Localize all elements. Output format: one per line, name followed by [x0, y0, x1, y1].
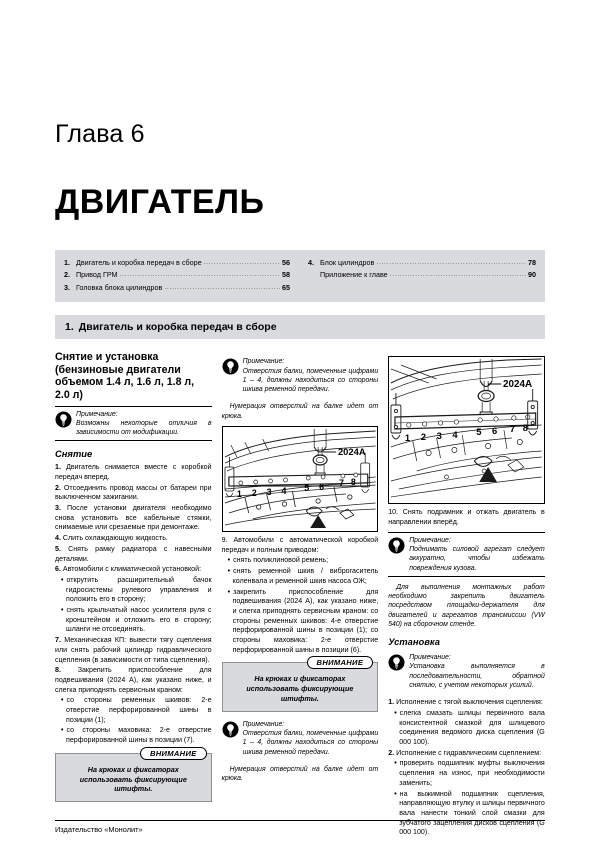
toc-entry-number: 1. [64, 258, 70, 267]
body-columns [55, 351, 545, 838]
warning-label: ВНИМАНИЕ [307, 656, 374, 669]
item-text: После установки двигателя необходимо снова установить все кабельные стяжки, снимаемые или срезаемые при демонтаже. [55, 504, 212, 532]
chapter-label: Глава 6 [55, 120, 145, 148]
toc-entry[interactable] [308, 257, 536, 269]
item-text: Слить охлаждающую жидкость. [62, 534, 168, 543]
note-extra-text: Для выполнения монтажных работ необходимо закрепить двигатель посредством площадки-держателя для двигателей и агрегатов трансмиссии (VW 540) на сборочном стенде. [388, 583, 545, 628]
note-title: Примечание: [76, 410, 118, 418]
info-bulb-icon [222, 358, 239, 375]
item-text: Исполнение с гидравлическим сцеплением: [396, 748, 542, 757]
note-extra-text: Нумерация отверстий на балке идет от крюка. [221, 766, 379, 783]
column-1 [55, 351, 212, 838]
hole-number-6: 6 [492, 426, 498, 438]
toc-entry-label: Головка блока цилиндров [76, 282, 163, 292]
note-body [409, 536, 545, 573]
note-body [243, 357, 379, 394]
list-item: • проверить подшипник муфты выключения сцепления на износ, при необходимости заменить; [388, 759, 545, 788]
item-text: Автомобили с автоматической коробкой передач и полным приводом: [221, 536, 379, 554]
toc-entry-page: 65 [282, 282, 290, 292]
toc-entry-page: 56 [282, 258, 290, 267]
note-title: Примечание: [409, 654, 451, 661]
item-number: 7. [55, 636, 61, 645]
item-number: 2. [55, 483, 61, 492]
toc-entry-page: 58 [282, 270, 290, 280]
note-block [222, 355, 379, 396]
list-item [55, 484, 212, 503]
item-text: Механическая КП: вывести тягу сцепления или снять рабочий цилиндр гидравлического сцепления (в зависимости от типа сцепления). [55, 636, 212, 664]
figure-lifting-beam-right [388, 356, 545, 504]
note-text: Возможны некоторые отличия в зависимости от модификации. [76, 419, 212, 437]
page-title: ДВИГАТЕЛЬ [55, 183, 265, 221]
col1-heading: Снятие и установка (бензиновые двигатели объемом 1.4 л, 1.6 л, 1.8 л, 2.0 л) [55, 351, 195, 401]
item-number: 8. [55, 666, 61, 675]
figure-lifting-beam-middle [222, 426, 379, 532]
item-number: 9. [221, 536, 228, 544]
hole-number-3: 3 [436, 431, 442, 443]
item-number: 3. [55, 504, 61, 512]
list-item: • слегка смазать шлицы первичного вала консистентной смазкой для шлицевого соединения ведомого диска сцепления (G 000 100). [388, 709, 545, 748]
note-block [55, 406, 212, 442]
list-item [55, 565, 212, 575]
warning-box [55, 748, 212, 802]
toc-leader-dots [376, 257, 526, 268]
item-text: Снять подрамник и отжать двигатель в направлении вперёд. [388, 508, 545, 526]
info-bulb-icon [388, 654, 405, 671]
hole-number-4: 4 [281, 485, 287, 497]
toc-entry-number: 4. [308, 258, 314, 267]
item-number: 1. [388, 698, 395, 707]
item-text: Исполнение с тягой выключения сцепления: [396, 698, 543, 707]
toc-leader-dots [120, 269, 280, 280]
note-block [388, 651, 545, 692]
list-item [55, 636, 212, 665]
item-text: Закрепить приспособление для подвешивания (2024 А), как указано ниже, и слегка приподнять сервисным краном: [55, 666, 212, 694]
item-number: 1. [55, 463, 61, 472]
toc-column-right [300, 257, 536, 294]
note-text: Отверстия балки, помеченные цифрами 1 – 4, должны находиться со стороны шкива ременной передачи. [242, 730, 379, 756]
list-item: • снять ременной шкив / виброгаситель коленвала и ременной шкив насоса ОЖ; [222, 567, 379, 586]
section-title: Двигатель и коробка передач в сборе [78, 321, 277, 334]
list-item: • закрепить приспособление для подвешивания (2024 А), как указано ниже, и слегка приподнять сервисным краном: со стороны ременных шкивов: 4-е отверстие перфорированной шины в позиции (1); со стороны маховика: 2-е отверстие перфорированной шины в позиции (6). [222, 588, 379, 656]
hole-number-3: 3 [266, 486, 272, 498]
note-extra-text: Нумерация отверстий на балке идет от крюка. [221, 403, 379, 420]
hole-number-1: 1 [236, 488, 242, 500]
col3-subheading: Установка [388, 636, 440, 648]
toc-entry-label: Приложение к главе [320, 270, 388, 280]
toc-entry-number: 2. [64, 270, 70, 280]
table-of-contents [55, 250, 545, 302]
list-item [55, 545, 212, 564]
item-number: 4. [55, 534, 61, 543]
item-number: 2. [388, 748, 395, 757]
hole-number-2: 2 [251, 487, 257, 499]
toc-entry-label: Двигатель и коробка передач в сборе [76, 258, 202, 267]
item-text: Отсоединить провод массы от батареи при выключенном зажигании. [55, 483, 212, 502]
note-title: Примечание: [242, 358, 285, 366]
hole-number-5: 5 [303, 482, 309, 494]
info-bulb-icon [388, 537, 405, 554]
list-item: • снять крыльчатый насос усилителя руля с кронштейном и отложить его в сторону; шланги не отсоединять. [55, 606, 212, 635]
footer-publisher: Издательство «Монолит» [55, 825, 143, 834]
list-item: • со стороны ременных шкивов: 2-е отверстие перфорированной шины в позиции (1); [55, 696, 212, 725]
hole-number-8: 8 [522, 423, 529, 435]
hole-number-5: 5 [476, 427, 482, 439]
item-text: Двигатель снимается вместе с коробкой передач вперед. [55, 463, 212, 481]
info-bulb-icon [55, 411, 72, 428]
toc-leader-dots [164, 282, 280, 293]
warning-text: На крюках и фиксаторах использовать фиксирующие штифты. [246, 674, 354, 704]
toc-entry-label: Привод ГРМ [76, 270, 118, 280]
toc-entry-number: 3. [64, 282, 70, 292]
column-2 [222, 351, 379, 838]
hole-number-7: 7 [510, 424, 516, 436]
figure-part-label: 2024A [503, 379, 533, 391]
item-text: Автомобили с климатической установкой: [62, 565, 202, 574]
list-item [55, 534, 212, 544]
item-number: 6. [55, 565, 61, 574]
note-title: Примечание: [242, 720, 285, 728]
toc-entry[interactable] [64, 269, 290, 281]
toc-entry[interactable] [308, 269, 536, 281]
hole-number-6: 6 [318, 481, 324, 493]
note-body [409, 653, 545, 690]
list-item [388, 508, 545, 527]
list-item [388, 749, 545, 759]
item-number: 5. [55, 544, 61, 553]
toc-entry-label: Блок цилиндров [320, 258, 375, 267]
list-item: • со стороны маховика: 2-е отверстие перфорированной шины в позиции (7). [55, 726, 212, 745]
note-text: Отверстия балки, помеченные цифрами 1 – 4, должны находиться со стороны шкива ременной передачи. [242, 367, 379, 394]
footer-divider [55, 820, 545, 821]
note-text: Установка выполняется в последовательности, обратной снятию, с учетом некоторых усилий. [409, 663, 545, 689]
toc-entry-page: 90 [528, 270, 536, 280]
note-body [76, 410, 212, 438]
toc-leader-dots [204, 257, 280, 268]
toc-entry[interactable] [64, 282, 290, 294]
warning-box [222, 658, 379, 711]
warning-label: ВНИМАНИЕ [140, 747, 207, 760]
item-text: Снять рамку радиатора с навесными деталями. [55, 544, 212, 563]
note-block [388, 532, 545, 577]
note-body [243, 720, 379, 757]
section-number: 1. [65, 321, 74, 334]
note-text: Поднимать силовой агрегат следует аккуратно, чтобы избежать повреждения кузова. [409, 545, 545, 572]
figure-part-label: 2024A [337, 446, 366, 459]
list-item: • открутить расширительный бачок гидросистемы рулевого управления и положить его в сторону; [55, 576, 212, 605]
hole-number-7: 7 [338, 477, 344, 489]
list-item [388, 698, 545, 708]
column-3 [388, 351, 545, 838]
list-item: • на выжимной подшипник сцепления, направляющую втулку и шлицы первичного вала нанести тонкий слой смазки для зубчатого зацепления дисков сцепления (G 000 100). [388, 790, 545, 839]
list-item [222, 536, 379, 555]
toc-column-left [64, 257, 300, 294]
toc-entry-page: 78 [528, 258, 536, 267]
warning-text: На крюках и фиксаторах использовать фиксирующие штифты. [79, 764, 187, 794]
section-header [55, 315, 545, 339]
item-number: 10. [388, 508, 399, 517]
hole-number-4: 4 [452, 430, 458, 442]
toc-leader-dots [390, 269, 526, 280]
hole-number-2: 2 [420, 432, 427, 444]
list-item: • снять поликлиновой ремень; [222, 556, 379, 566]
engine-bay-illustration [223, 427, 378, 531]
toc-entry[interactable] [64, 257, 290, 269]
note-block [222, 718, 379, 759]
note-title: Примечание: [409, 536, 451, 544]
list-item [55, 504, 212, 533]
list-item [55, 666, 212, 695]
hole-number-1: 1 [405, 433, 411, 445]
col1-subheading: Снятие [55, 448, 93, 460]
hole-number-8: 8 [350, 476, 356, 488]
list-item [55, 463, 212, 482]
engine-bay-illustration [389, 357, 544, 503]
info-bulb-icon [222, 721, 239, 738]
